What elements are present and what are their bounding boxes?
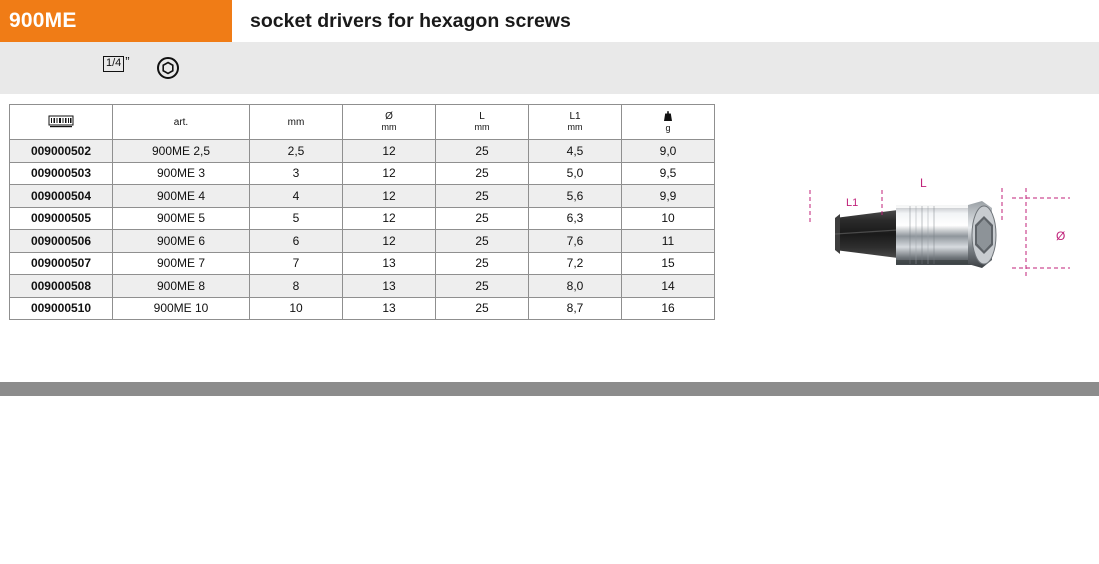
cell-weight: 9,5 bbox=[622, 162, 715, 185]
cell-length: 25 bbox=[436, 207, 529, 230]
cell-mm: 6 bbox=[250, 230, 343, 253]
cell-mm: 7 bbox=[250, 252, 343, 275]
page-header bbox=[0, 0, 1099, 42]
cell-length1: 7,2 bbox=[529, 252, 622, 275]
column-header-art bbox=[113, 105, 250, 140]
drive-size-label: 1/4 bbox=[103, 56, 124, 72]
cell-code: 009000510 bbox=[10, 297, 113, 320]
table-row bbox=[10, 207, 715, 230]
cell-mm: 2,5 bbox=[250, 140, 343, 163]
cell-length: 25 bbox=[436, 230, 529, 253]
cell-length1: 7,6 bbox=[529, 230, 622, 253]
cell-mm: 5 bbox=[250, 207, 343, 230]
cell-code: 009000506 bbox=[10, 230, 113, 253]
table-row bbox=[10, 252, 715, 275]
cell-diameter: 13 bbox=[343, 297, 436, 320]
table-row bbox=[10, 275, 715, 298]
cell-diameter: 12 bbox=[343, 162, 436, 185]
cell-code: 009000504 bbox=[10, 185, 113, 208]
cell-art: 900ME 3 bbox=[113, 162, 250, 185]
hexagon-socket-icon bbox=[155, 55, 181, 81]
table-row bbox=[10, 162, 715, 185]
column-header-mm bbox=[250, 105, 343, 140]
cell-weight: 14 bbox=[622, 275, 715, 298]
cell-diameter: 13 bbox=[343, 275, 436, 298]
cell-diameter: 12 bbox=[343, 140, 436, 163]
cell-weight: 10 bbox=[622, 207, 715, 230]
product-code-badge: 900ME bbox=[0, 0, 232, 42]
cell-length: 25 bbox=[436, 185, 529, 208]
cell-length1: 4,5 bbox=[529, 140, 622, 163]
cell-art: 900ME 6 bbox=[113, 230, 250, 253]
column-header-art-label: art. bbox=[173, 116, 189, 128]
attribute-icon-bar bbox=[0, 42, 1099, 94]
cell-weight: 16 bbox=[622, 297, 715, 320]
cell-diameter: 12 bbox=[343, 185, 436, 208]
cell-code: 009000508 bbox=[10, 275, 113, 298]
cell-code: 009000505 bbox=[10, 207, 113, 230]
barcode-icon bbox=[48, 115, 74, 128]
cell-weight: 11 bbox=[622, 230, 715, 253]
cell-art: 900ME 7 bbox=[113, 252, 250, 275]
dimension-label-l: L bbox=[920, 176, 927, 190]
specification-table bbox=[9, 104, 715, 320]
table-body bbox=[10, 140, 715, 320]
cell-length1: 8,0 bbox=[529, 275, 622, 298]
table-header bbox=[10, 105, 715, 140]
drive-unit-label: ” bbox=[125, 54, 130, 69]
column-header-length-label: L bbox=[479, 111, 485, 122]
column-header-length1 bbox=[529, 105, 622, 140]
footer-bar bbox=[0, 382, 1099, 396]
cell-mm: 10 bbox=[250, 297, 343, 320]
cell-art: 900ME 5 bbox=[113, 207, 250, 230]
table-row bbox=[10, 230, 715, 253]
socket-driver-drawing bbox=[760, 160, 1090, 310]
cell-code: 009000507 bbox=[10, 252, 113, 275]
cell-mm: 8 bbox=[250, 275, 343, 298]
column-header-weight bbox=[622, 105, 715, 140]
dimension-label-diameter: Ø bbox=[1056, 229, 1066, 243]
cell-mm: 3 bbox=[250, 162, 343, 185]
cell-length1: 5,6 bbox=[529, 185, 622, 208]
cell-weight: 9,0 bbox=[622, 140, 715, 163]
cell-code: 009000503 bbox=[10, 162, 113, 185]
column-header-diameter-label: Ø bbox=[385, 111, 393, 122]
table-row bbox=[10, 297, 715, 320]
cell-diameter: 12 bbox=[343, 207, 436, 230]
product-illustration bbox=[760, 160, 1090, 310]
cell-mm: 4 bbox=[250, 185, 343, 208]
cell-length1: 5,0 bbox=[529, 162, 622, 185]
column-header-diameter bbox=[343, 105, 436, 140]
column-header-code bbox=[10, 105, 113, 140]
dimension-label-l1: L1 bbox=[846, 197, 859, 209]
column-header-length bbox=[436, 105, 529, 140]
column-header-weight-unit: g bbox=[665, 123, 671, 133]
column-header-diameter-unit: mm bbox=[381, 122, 397, 132]
cell-length: 25 bbox=[436, 297, 529, 320]
cell-art: 900ME 8 bbox=[113, 275, 250, 298]
cell-diameter: 13 bbox=[343, 252, 436, 275]
weight-icon bbox=[662, 110, 674, 122]
column-header-length1-unit: mm bbox=[567, 122, 583, 132]
column-header-mm-label: mm bbox=[287, 116, 305, 128]
page-title: socket drivers for hexagon screws bbox=[242, 0, 1099, 42]
cell-weight: 15 bbox=[622, 252, 715, 275]
specification-table-container bbox=[9, 104, 715, 320]
table-row bbox=[10, 140, 715, 163]
drive-size-icon bbox=[103, 56, 130, 72]
cell-art: 900ME 4 bbox=[113, 185, 250, 208]
cell-length: 25 bbox=[436, 162, 529, 185]
cell-length1: 6,3 bbox=[529, 207, 622, 230]
column-header-length-unit: mm bbox=[474, 122, 490, 132]
table-row bbox=[10, 185, 715, 208]
header-spacer bbox=[232, 0, 242, 42]
cell-length: 25 bbox=[436, 252, 529, 275]
cell-weight: 9,9 bbox=[622, 185, 715, 208]
table-header-row bbox=[10, 105, 715, 140]
cell-length: 25 bbox=[436, 140, 529, 163]
cell-art: 900ME 10 bbox=[113, 297, 250, 320]
cell-code: 009000502 bbox=[10, 140, 113, 163]
cell-length1: 8,7 bbox=[529, 297, 622, 320]
cell-length: 25 bbox=[436, 275, 529, 298]
column-header-length1-label: L1 bbox=[569, 111, 581, 122]
cell-art: 900ME 2,5 bbox=[113, 140, 250, 163]
cell-diameter: 12 bbox=[343, 230, 436, 253]
